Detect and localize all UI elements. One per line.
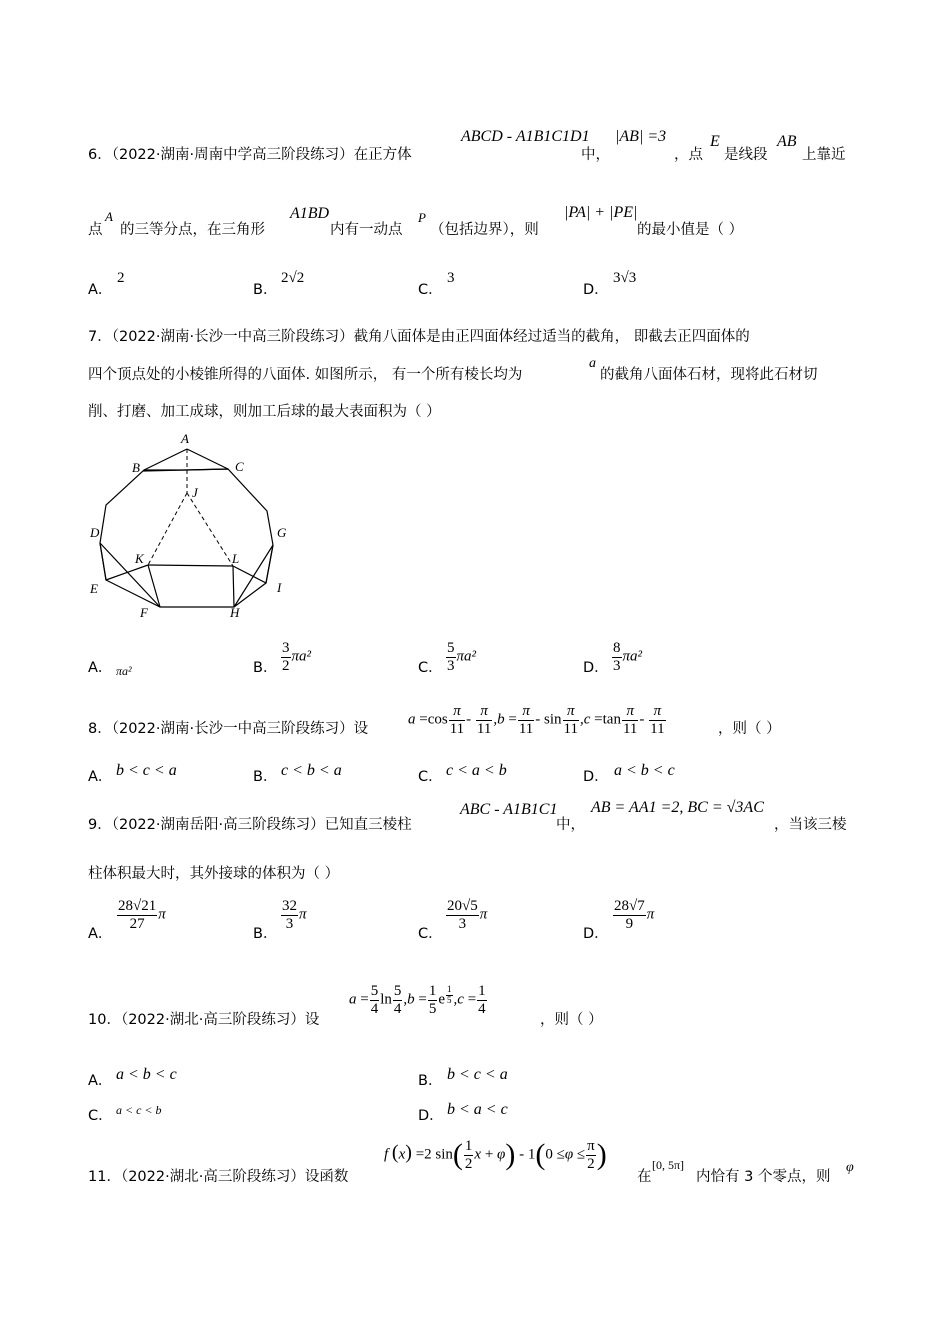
q10-number: 10． (88, 1012, 121, 1028)
q8-option-a-value: b < c < a (116, 762, 177, 779)
q10-option-d-label: D． (418, 1108, 444, 1124)
q6-point-p: P (418, 210, 426, 225)
q6-line2c: 内有一动点 (330, 222, 403, 238)
q9-option-a-value: $\frac{28√21}{27}$ π (118, 898, 166, 932)
q7-label: B (132, 460, 140, 475)
q8-definitions: a =cos $\frac{\pi}{11}$ - $\frac{\pi}{11}$ ,b = $\frac{\pi}{11}$ - sin $\frac{\pi}{11}$ ,c =tan $\frac{\pi}{11}$ - $\frac{\pi}{11}$ (408, 703, 665, 737)
q7-label: D (90, 525, 100, 540)
q11-interval: [0, 5π] (652, 1158, 685, 1172)
q6-option-d-value: 3√3 (613, 270, 637, 286)
q9-option-b-value: $\frac{32}{3}$ π (282, 898, 307, 932)
q6-line2a: 点 (88, 222, 103, 238)
q10-options (88, 1066, 788, 1126)
q7-option-d-value: $\frac{8}{3}$ πa² (613, 640, 643, 674)
q9-text-2: ，当该三棱 (774, 817, 847, 833)
q6-expression: |PA| + |PE| (564, 204, 638, 221)
q7-line1-text: （2022·湖南·长沙一中高三阶段练习）截角八面体是由正四面体经过适当的截角， 即截去正四面体的 (111, 329, 750, 345)
q9-line1 (88, 813, 412, 834)
q7-edge-li (233, 566, 266, 583)
q10-option-b-value: b < c < a (447, 1066, 508, 1083)
q10-definitions: a = $\frac{5}{4}$ ln $\frac{5}{4}$ ,b = $\frac{1}{5}$ e $^{\frac{1}{5}}$ ,c = $\frac{1}{4}$ (349, 983, 486, 1017)
q8-options (88, 762, 788, 788)
q8-option-b-value: c < b < a (281, 762, 342, 779)
q7-edge-ac (187, 449, 228, 469)
q8-option-a-label: A． (88, 769, 113, 785)
q6-segment: AB (777, 133, 797, 150)
q7-label: A (181, 431, 189, 446)
q9-option-d-label: D． (583, 926, 609, 942)
q6-option-c-value: 3 (447, 270, 455, 286)
q6-line1 (88, 143, 412, 164)
q8-number: 8． (88, 721, 112, 737)
q7-figure (80, 425, 310, 625)
q9-option-b-label: B． (253, 926, 278, 942)
q7-option-b-value: $\frac{3}{2}$ πa² (282, 640, 312, 674)
q7-label: F (140, 605, 148, 620)
q6-option-a-value: 2 (117, 270, 125, 286)
q7-option-a-value: πa² (116, 664, 132, 678)
q7-edge-a: a (589, 356, 596, 371)
q6-line2e: 的最小值是（ ） (637, 222, 744, 238)
q9-options (88, 898, 788, 948)
q7-label: J (192, 485, 198, 500)
q9-line2: 柱体积最大时，其外接球的体积为（ ） (88, 866, 340, 882)
q6-text-4: 上靠近 (802, 147, 846, 163)
q9-number: 9． (88, 817, 112, 833)
q7-label: K (135, 551, 144, 566)
q7-line1 (88, 325, 750, 346)
q7-option-c-value: $\frac{5}{3}$ πa² (447, 640, 477, 674)
q10-option-b-label: B． (418, 1073, 443, 1089)
q7-label: L (232, 551, 240, 566)
q7-edge-lh (233, 566, 234, 607)
q6-text-2: ，点 (674, 147, 703, 163)
q8-source: （2022·湖南·长沙一中高三阶段练习）设 (111, 721, 369, 737)
q7-edge-kl (148, 565, 233, 566)
q10-option-c-label: C． (88, 1108, 113, 1124)
q9-prism: ABC - A1B1C1 (460, 801, 558, 818)
q8-option-b-label: B． (253, 769, 278, 785)
q6-text-1: 中， (581, 147, 610, 163)
q6-number: 6． (88, 147, 112, 163)
q10-tail: ，则（ ） (540, 1012, 603, 1028)
q6-point-e: E (710, 133, 720, 150)
q10-option-d-value: b < a < c (447, 1101, 508, 1118)
q8-line1 (88, 717, 368, 738)
q7-line3: 削、打磨、加工成球，则加工后球的最大表面积为（ ） (88, 404, 441, 420)
q9-option-d-value: $\frac{28√7}{9}$ π (614, 898, 655, 932)
q8-option-d-label: D． (583, 769, 609, 785)
q7-label: E (90, 581, 98, 596)
q7-edge-ba (144, 449, 187, 470)
q11-function: f (x) =2 sin( $\frac{1}{2}$ x + φ) - 1(0 ≤φ ≤ $\frac{\pi}{2}$ ) (384, 1138, 607, 1172)
q6-cube: ABCD - A1B1C1D1 (461, 128, 590, 145)
q6-option-d-label: D． (583, 282, 609, 298)
q7-label: C (235, 459, 244, 474)
q7-label: G (277, 525, 287, 540)
q7-line2a: 四个顶点处的小棱锥所得的八面体. 如图所示， 有一个所有棱长均为 (88, 367, 523, 383)
q7-option-b-label: B． (253, 660, 278, 676)
q11-phi: φ (846, 1160, 854, 1175)
q10-source: （2022·湖北·高三阶段练习）设 (120, 1012, 320, 1028)
q6-triangle: A1BD (290, 205, 330, 222)
q9-condition: AB = AA1 =2, BC = √3AC (591, 799, 764, 816)
q9-text-1: 中， (556, 817, 585, 833)
q6-options (88, 270, 788, 300)
q9-source: （2022·湖南岳阳·高三阶段练习）已知直三棱柱 (111, 817, 412, 833)
q10-option-c-value: a < c < b (116, 1103, 162, 1117)
q11-number: 11． (88, 1169, 121, 1185)
q7-label: I (277, 580, 282, 595)
q11-text-2: 内恰有 3 个零点，则 (696, 1169, 831, 1185)
q7-option-d-label: D． (583, 660, 609, 676)
q6-point-a: A (105, 209, 113, 224)
q8-option-c-value: c < a < b (446, 762, 507, 779)
q6-option-b-value: 2√2 (281, 270, 305, 286)
q7-edge-jk (148, 493, 187, 565)
q6-line2d: （包括边界），则 (430, 222, 539, 238)
q6-option-b-label: B． (253, 282, 278, 298)
q6-line2b: 的三等分点，在三角形 (120, 222, 265, 238)
q7-option-c-label: C． (418, 660, 443, 676)
q8-tail: ，则（ ） (718, 721, 781, 737)
q9-option-a-label: A． (88, 926, 113, 942)
q9-option-c-value: $\frac{20√5}{3}$ π (447, 898, 488, 932)
q11-line1 (88, 1165, 348, 1186)
q7-label: H (230, 605, 240, 620)
q10-option-a-label: A． (88, 1073, 113, 1089)
q10-line1 (88, 1008, 319, 1029)
q8-option-d-value: a < b < c (614, 762, 675, 779)
q10-option-a-value: a < b < c (116, 1066, 177, 1083)
q7-number: 7． (88, 329, 112, 345)
q8-option-c-label: C． (418, 769, 443, 785)
q7-edge-jl (187, 493, 233, 566)
q11-source: （2022·湖北·高三阶段练习）设函数 (120, 1169, 349, 1185)
q7-options (88, 640, 788, 685)
q11-text-1: 在 (637, 1169, 652, 1185)
q7-option-a-label: A． (88, 660, 113, 676)
q6-option-c-label: C． (418, 282, 443, 298)
q6-text-3: 是线段 (724, 147, 768, 163)
q9-option-c-label: C． (418, 926, 443, 942)
q7-line2b: 的截角八面体石材，现将此石材切 (600, 367, 818, 383)
q6-ab-length: |AB| =3 (615, 128, 667, 145)
q6-source: （2022·湖南·周南中学高三阶段练习）在正方体 (111, 147, 412, 163)
q6-option-a-label: A． (88, 282, 113, 298)
